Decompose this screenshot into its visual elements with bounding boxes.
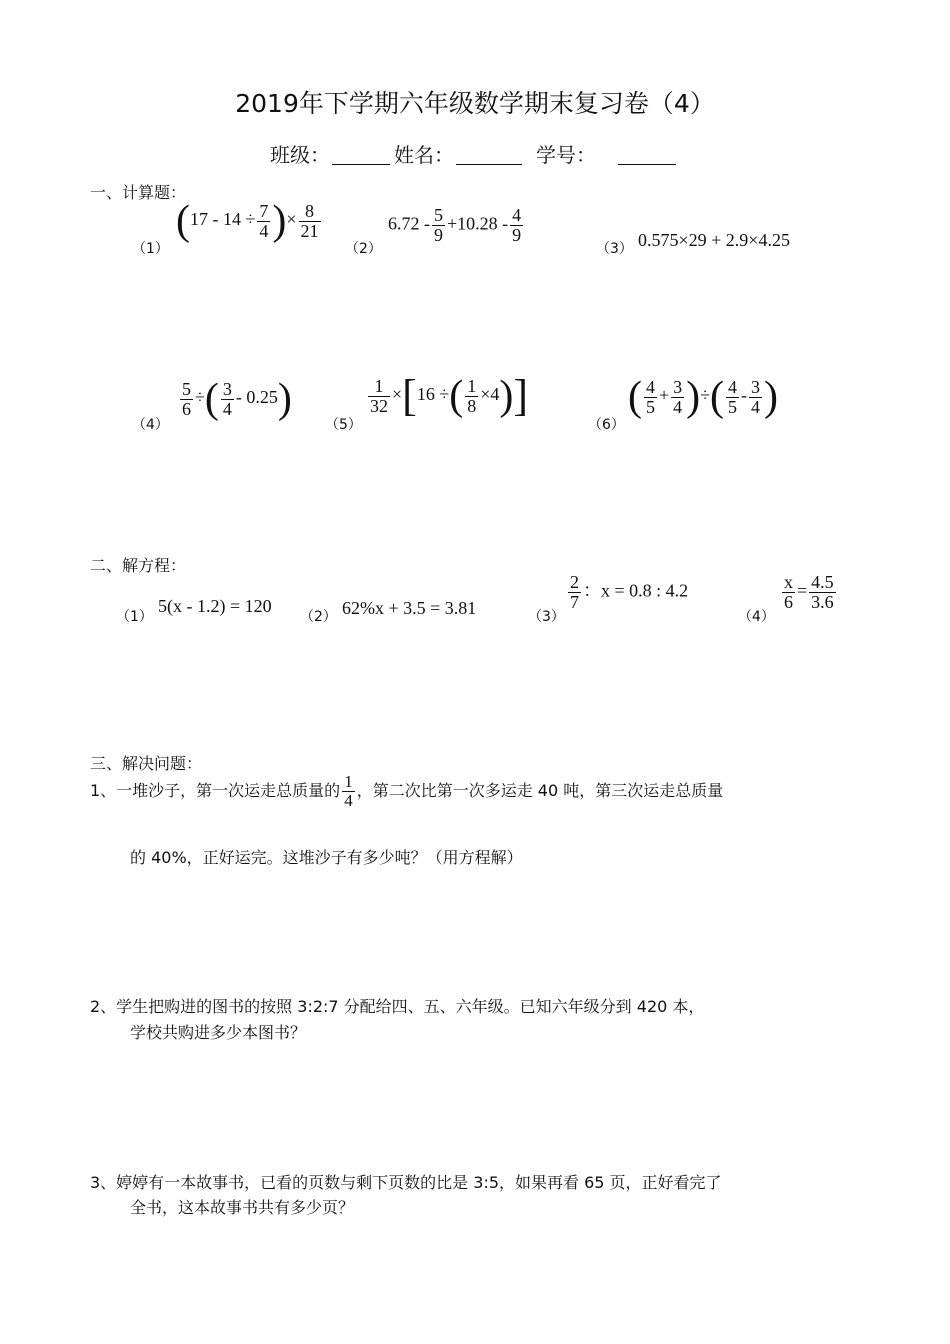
problem-2-line2: 学校共购进多少本图书？: [130, 1023, 307, 1042]
section2-heading: 二、解方程：: [90, 556, 187, 575]
id-label: 学号：: [536, 143, 596, 167]
name-label: 姓名：: [394, 143, 454, 167]
id-blank[interactable]: [618, 144, 676, 165]
eq-label-3: （3）: [528, 609, 565, 625]
calc-problem-4: $\frac{5}{6}$ ÷( $\frac{3}{4}$ - 0.25): [182, 376, 292, 422]
calc-problem-3: 0.575×29 + 2.9×4.25: [638, 230, 790, 250]
calc-problem-2: 6.72 - $\frac{5}{9}$ +10.28 - $\frac{4}{9}$: [388, 205, 522, 245]
equation-4: $\frac{x}{6}$ = $\frac{4.5}{3.6}$: [784, 572, 834, 612]
calc-problem-6: ( $\frac{4}{5}$ + $\frac{3}{4}$ )÷( $\frac{4}{5}$ - $\frac{3}{4}$ ): [628, 374, 779, 420]
class-label: 班级：: [270, 143, 330, 167]
calc-label-3: （3）: [596, 241, 633, 257]
calc-label-5: （5）: [325, 417, 362, 433]
calc-label-1: （1）: [132, 241, 169, 257]
class-blank[interactable]: [332, 144, 390, 165]
problem-2-line1: 2、学生把购进的图书的按照 3:2:7 分配给四、五、六年级。已知六年级分到 420 本，: [90, 997, 705, 1016]
calc-label-2: （2）: [345, 241, 382, 257]
eq-label-2: （2）: [300, 609, 337, 625]
calc-problem-5: $\frac{1}{32}$ ×[16 ÷( $\frac{1}{8}$ ×4)]: [370, 371, 529, 420]
problem-3-line2: 全书，这本故事书共有多少页？: [130, 1198, 355, 1217]
calc-problem-1: (17 - 14 ÷ $\frac{7}{4}$ )× $\frac{8}{21}$: [176, 198, 319, 244]
name-blank[interactable]: [456, 144, 522, 165]
equation-2: 62%x + 3.5 = 3.81: [342, 598, 477, 618]
equation-1: 5(x - 1.2) = 120: [158, 596, 272, 616]
eq-label-4: （4）: [738, 609, 775, 625]
eq-label-1: （1）: [116, 609, 153, 625]
equation-3: $\frac{2}{7}$ ：x = 0.8 : 4.2: [570, 572, 689, 612]
section3-heading: 三、解决问题：: [90, 754, 203, 773]
calc-label-6: （6）: [588, 417, 625, 433]
problem-1-line2: 的 40%，正好运完。这堆沙子有多少吨？（用方程解）: [130, 848, 523, 867]
page-title: 2019年下学期六年级数学期末复习卷（4）: [235, 89, 715, 118]
student-info-line: [0, 139, 950, 168]
calc-label-4: （4）: [132, 417, 169, 433]
problem-1-line1: 1、一堆沙子，第一次运走总质量的 $\frac{1}{4}$ ，第二次比第一次多运走 40 吨，第三次运走总质量: [90, 772, 724, 810]
problem-3-line1: 3、婷婷有一本故事书，已看的页数与剩下页数的比是 3:5，如果再看 65 页，正好看完了: [90, 1173, 722, 1192]
section1-heading: 一、计算题：: [90, 183, 187, 202]
